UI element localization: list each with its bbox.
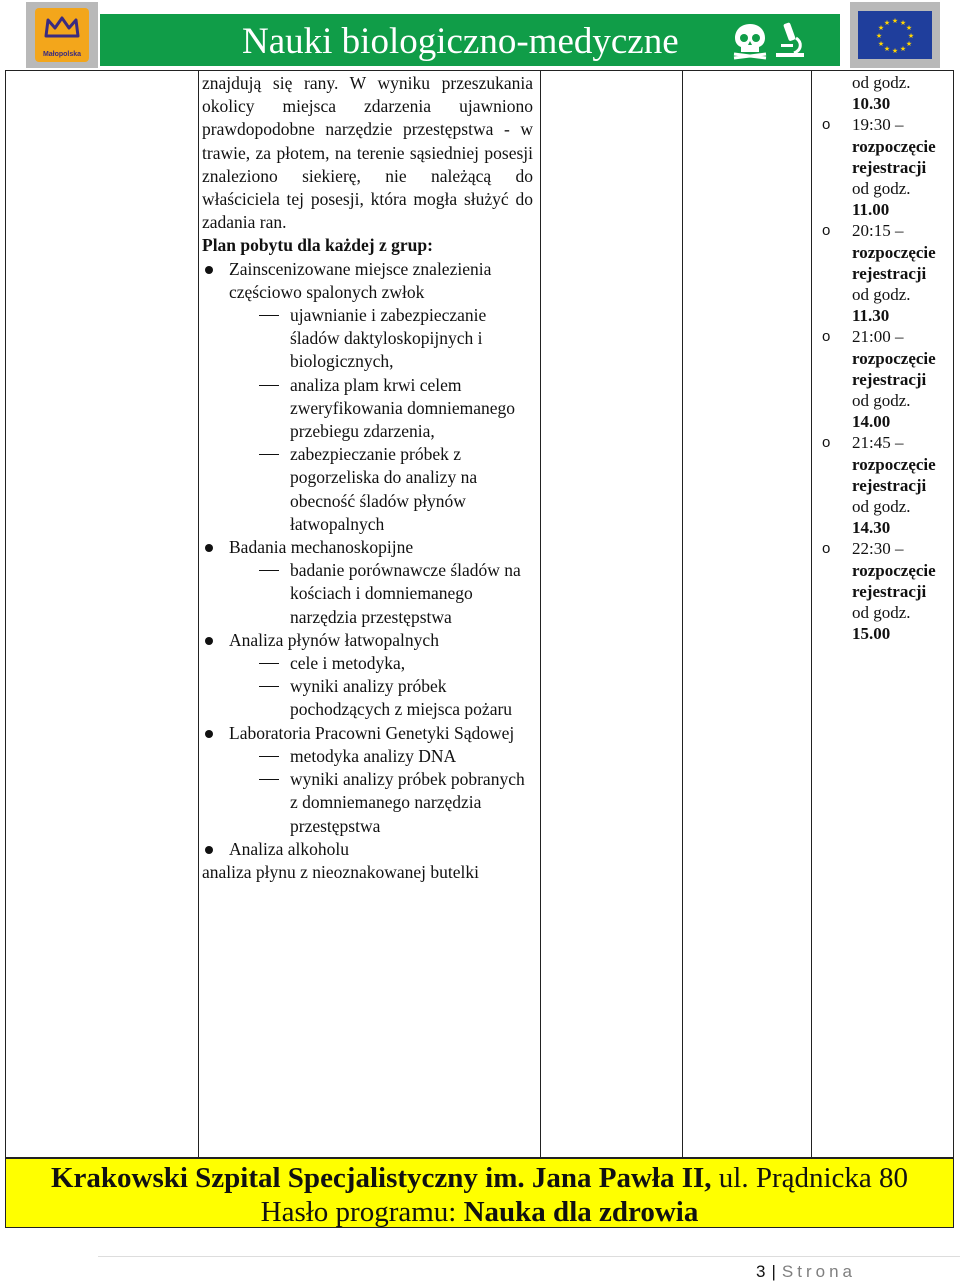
skull-icon <box>730 20 770 60</box>
schedule-start: 15.00 <box>852 624 891 644</box>
closing-text: analiza płynu z nieoznakowanej butelki <box>202 861 479 882</box>
svg-text:★: ★ <box>883 45 891 53</box>
table-divider <box>540 71 541 1157</box>
header-banner <box>100 14 840 66</box>
section-title: Badania mechanoskopijne <box>202 536 533 559</box>
schedule-label: rejestracji <box>852 157 927 177</box>
microscope-icon <box>772 20 808 60</box>
schedule-from: od godz. <box>852 73 911 92</box>
page-number <box>756 1262 856 1282</box>
schedule-label: rozpoczęcie <box>852 454 936 474</box>
page-number-value: 3 <box>756 1262 766 1281</box>
schedule-label: rejestracji <box>852 475 927 495</box>
schedule-time: o 22:30 – <box>816 538 952 559</box>
schedule-start: 14.30 <box>852 518 891 538</box>
section-title: Analiza alkoholu <box>202 838 533 861</box>
schedule-label: rejestracji <box>852 263 927 283</box>
registration-schedule <box>816 72 952 644</box>
list-item: zabezpieczanie próbek z pogorzeliska do analizy na obecność śladów płynów łatwopalnych <box>202 443 533 536</box>
page-title: Nauki biologiczno-medyczne <box>242 21 679 62</box>
svg-text:★: ★ <box>877 40 885 48</box>
list-item: ujawnianie i zabezpieczanie śladów daktyloskopijnych i biologicznych, <box>202 304 533 374</box>
footer-divider <box>98 1256 960 1257</box>
schedule-time: o 19:30 – <box>816 114 952 135</box>
program-prefix: Hasło programu: <box>260 1196 464 1228</box>
location-line <box>6 1161 953 1195</box>
table-divider <box>811 71 812 1157</box>
schedule-from: od godz. <box>852 285 911 305</box>
crown-icon <box>44 16 80 38</box>
svg-text:★: ★ <box>877 24 885 32</box>
location-banner <box>5 1158 954 1228</box>
schedule-start: 10.30 <box>852 94 891 114</box>
hospital-address: ul. Prądnicka 80 <box>711 1162 909 1194</box>
list-item: metodyka analizy DNA <box>202 745 533 768</box>
section-title: Laboratoria Pracowni Genetyki Sądowej <box>202 722 533 745</box>
section-title: Analiza płynów łatwopalnych <box>202 629 533 652</box>
list-item: badanie porównawcze śladów na kościach i domniemanego narzędzia przestępstwa <box>202 559 533 629</box>
list-item: wyniki analizy próbek pobranych z domniemanego narzędzia przestępstwa <box>202 768 533 838</box>
page-word: Strona <box>781 1262 856 1281</box>
svg-text:★: ★ <box>875 32 883 40</box>
logo-left-label: Małopolska <box>42 51 82 58</box>
schedule-label: rejestracji <box>852 369 927 389</box>
malopolska-logo <box>26 2 98 68</box>
svg-text:★: ★ <box>883 19 891 27</box>
intro-text: znajdują się rany. W wyniku przeszukania okolicy miejsca zdarzenia ujawniono prawdopodobne narzędzie przestępstwa - w trawie, za płotem, na terenie sąsiedniej posesji znaleziono siekierę, nie należącą do właściciela tej posesji, która mogła służyć do zadania ran. <box>202 73 533 233</box>
schedule-time: o 20:15 – <box>816 220 952 241</box>
hospital-name: Krakowski Szpital Specjalistyczny im. Jana Pawła II, <box>50 1162 712 1194</box>
eu-flag-icon <box>858 11 932 59</box>
svg-text:★: ★ <box>905 40 913 48</box>
schedule-label: rejestracji <box>852 581 927 601</box>
svg-text:★: ★ <box>891 17 899 25</box>
schedule-from: od godz. <box>852 391 911 411</box>
program-line <box>6 1195 953 1229</box>
table-divider <box>198 71 199 1157</box>
schedule-start: 14.00 <box>852 412 891 432</box>
section-title: Zainscenizowane miejsce znalezienia częściowo spalonych zwłok <box>202 258 533 304</box>
list-item: analiza plam krwi celem zweryfikowania domniemanego przebiegu zdarzenia, <box>202 374 533 444</box>
schedule-start: 11.30 <box>852 306 890 326</box>
eu-logo <box>850 2 940 68</box>
schedule-from: od godz. <box>852 179 911 199</box>
schedule-from: od godz. <box>852 603 911 623</box>
schedule-time: o 21:00 – <box>816 326 952 347</box>
schedule-time: o 21:45 – <box>816 432 952 453</box>
program-description <box>202 72 533 884</box>
schedule-label: rozpoczęcie <box>852 348 936 368</box>
schedule-label: rozpoczęcie <box>852 136 936 156</box>
svg-text:★: ★ <box>899 45 907 53</box>
schedule-from: od godz. <box>852 497 911 517</box>
svg-text:★: ★ <box>899 19 907 27</box>
schedule-label: rozpoczęcie <box>852 242 936 262</box>
plan-heading: Plan pobytu dla każdej z grup: <box>202 235 433 256</box>
page-separator: | <box>771 1262 776 1281</box>
program-slogan: Nauka dla zdrowia <box>463 1196 699 1228</box>
table-divider <box>682 71 683 1157</box>
svg-text:★: ★ <box>907 32 915 40</box>
svg-text:★: ★ <box>905 24 913 32</box>
schedule-label: rozpoczęcie <box>852 560 936 580</box>
svg-text:★: ★ <box>891 47 899 55</box>
list-item: cele i metodyka, <box>202 652 533 675</box>
schedule-start: 11.00 <box>852 200 890 220</box>
list-item: wyniki analizy próbek pochodzących z miejsca pożaru <box>202 675 533 721</box>
